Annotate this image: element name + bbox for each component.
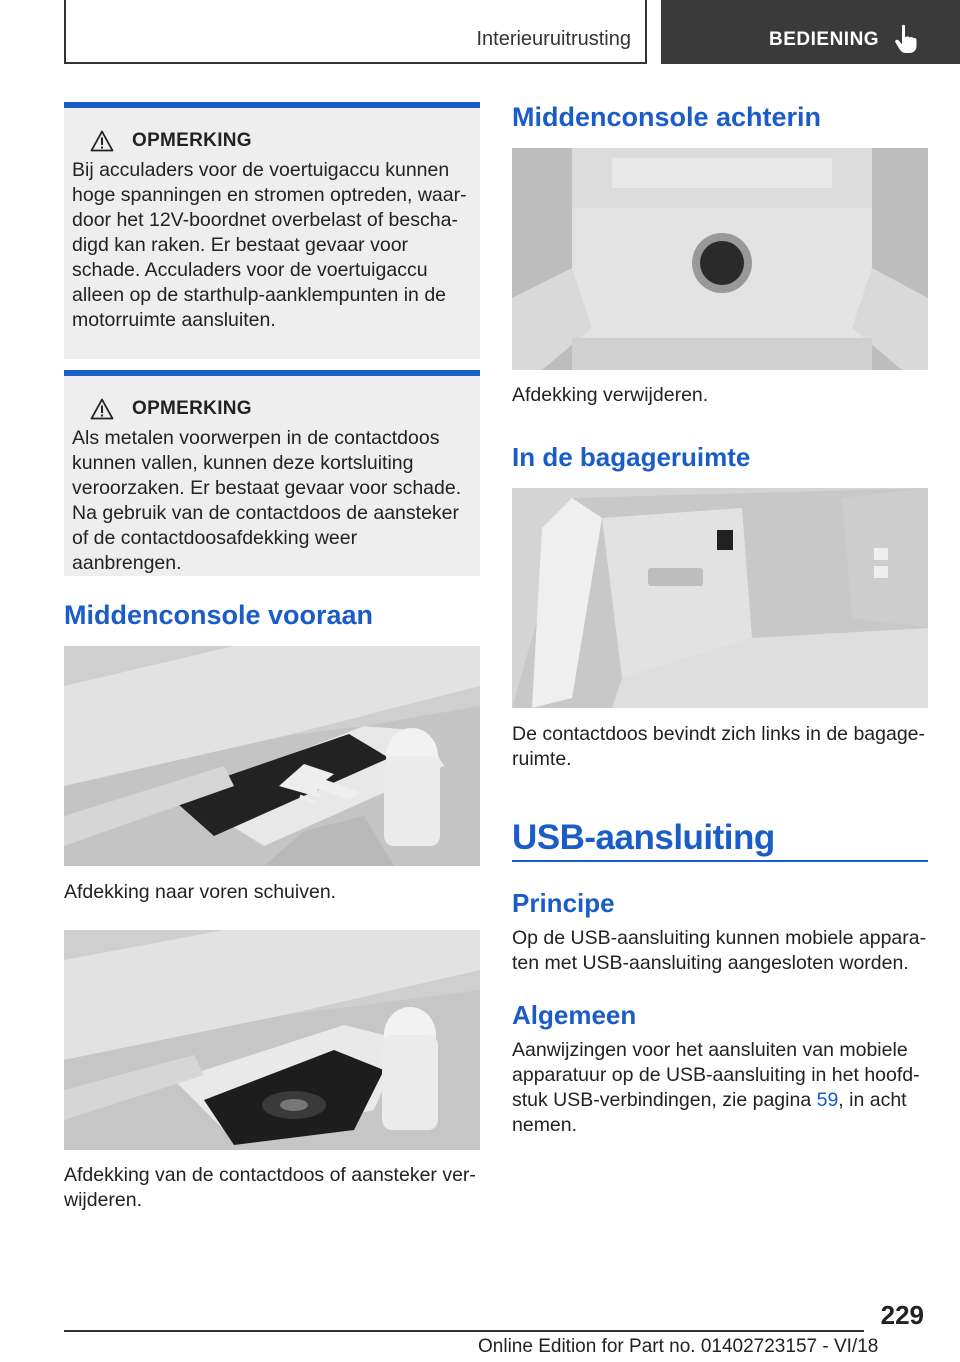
photo-luggage-compartment bbox=[512, 488, 928, 708]
notice-box-acculaders bbox=[64, 102, 480, 359]
notice-body: Bij acculaders voor de voertuigaccu kunnen hoge spanningen en stromen optreden, waardoor het 12V-boordnet overbelast of beschadigd kan raken. Er bestaat gevaar voor schade. Acculaders voor de voertuigaccu alleen op de starthulp-aanklempunten in de motorruimte aansluiten. bbox=[72, 159, 467, 331]
footer-rule bbox=[64, 1330, 864, 1332]
page-link-59[interactable]: 59 bbox=[816, 1089, 839, 1111]
photo-rear-console bbox=[512, 148, 928, 370]
text-algemeen bbox=[512, 1038, 928, 1138]
heading-algemeen: Algemeen bbox=[512, 1000, 637, 1030]
header-chapter-tab bbox=[661, 0, 960, 64]
warning-triangle-icon bbox=[90, 398, 114, 420]
caption-rear-console: Afdekking verwijderen. bbox=[512, 384, 709, 406]
notice-title: OPMERKING bbox=[132, 398, 252, 419]
header-section-tab bbox=[64, 0, 647, 64]
text-algemeen-end: , in acht nemen. bbox=[512, 1089, 907, 1136]
notice-title: OPMERKING bbox=[132, 130, 252, 151]
warning-triangle-icon bbox=[90, 130, 114, 152]
caption-remove-cover: Afdekking van de contactdoos of aansteker verwijderen. bbox=[64, 1164, 476, 1211]
heading-middenconsole-achterin: Middenconsole achterin bbox=[512, 102, 822, 132]
pointing-hand-icon bbox=[893, 24, 919, 54]
header-chapter-title: BEDIENING bbox=[769, 29, 880, 50]
text-principe: Op de USB-aansluiting kunnen mobiele apparaten met USB-aansluiting aangesloten worden. bbox=[512, 927, 927, 974]
photo-console-remove-cover bbox=[64, 930, 480, 1150]
caption-slide-cover: Afdekking naar voren schuiven. bbox=[64, 881, 337, 903]
heading-rule bbox=[512, 860, 928, 862]
footer-edition: Online Edition for Part no. 01402723157 - VI/18 bbox=[478, 1336, 879, 1357]
heading-usb-aansluiting: USB-aansluiting bbox=[512, 818, 775, 857]
caption-luggage: De contactdoos bevindt zich links in de bagageruimte. bbox=[512, 723, 926, 770]
heading-principe: Principe bbox=[512, 888, 615, 918]
photo-console-slide-cover bbox=[64, 646, 480, 866]
page-number: 229 bbox=[880, 1300, 924, 1330]
notice-box-contactdoos bbox=[64, 370, 480, 576]
notice-body: Als metalen voorwerpen in de contactdoos kunnen vallen, kunnen deze kortsluiting veroorzaken. Er bestaat gevaar voor schade. Na gebruik van de contactdoos de aansteker of de contactdoosafdekking weer aanbrengen. bbox=[72, 427, 462, 574]
text-algemeen-start: Aanwijzingen voor het aansluiten van mobiele apparatuur op de USB-aansluiting in het hoofdstuk USB-verbindingen, zie pagina bbox=[512, 1039, 920, 1111]
header-section-title: Interieuruitrusting bbox=[476, 28, 631, 50]
heading-middenconsole-vooraan: Middenconsole vooraan bbox=[64, 600, 374, 630]
heading-bagageruimte: In de bagageruimte bbox=[512, 442, 751, 472]
